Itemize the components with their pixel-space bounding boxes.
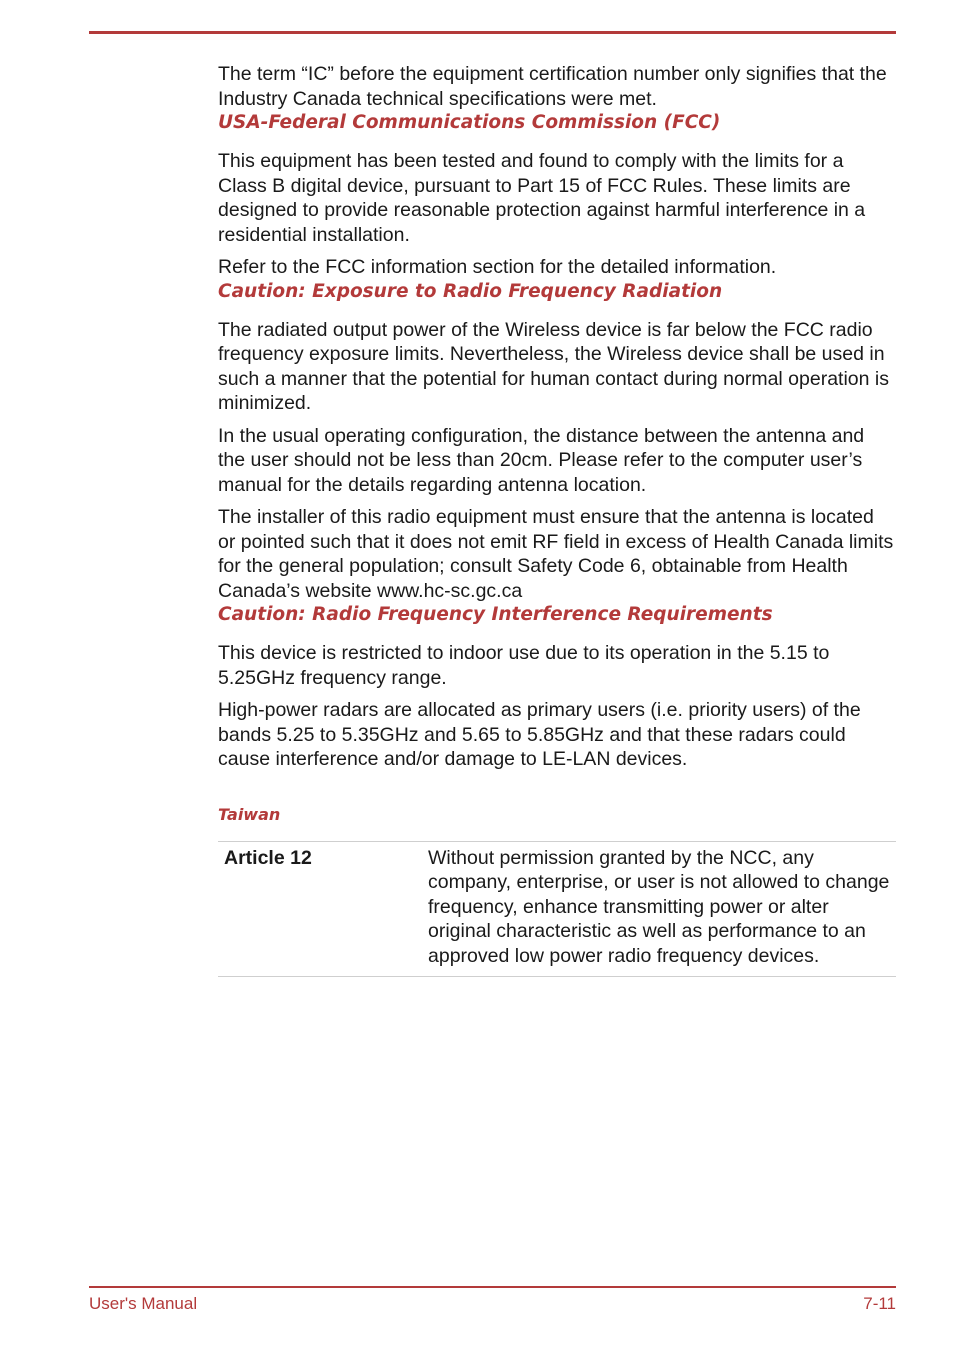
- footer-page-number: 7-11: [863, 1294, 896, 1313]
- interference-heading: Caution: Radio Frequency Interference Requirements: [218, 604, 773, 625]
- article-text: Without permission granted by the NCC, any company, enterprise, or user is not allowed to change frequency, enhance transmitting power or alter original characteristic as well as performance to an approved low power radio frequency devices.: [428, 846, 890, 967]
- exposure-paragraph-1: The radiated output power of the Wireless device is far below the FCC radio frequency exposure limits. Nevertheless, the Wireless device shall be used in such a manner that the potential for human contact during normal operation is minimized.: [218, 318, 889, 414]
- article-label: Article 12: [224, 846, 312, 869]
- exposure-heading: Caution: Exposure to Radio Frequency Radiation: [218, 280, 723, 302]
- exposure-paragraph-3: The installer of this radio equipment must ensure that the antenna is located or pointed such that it does not emit RF field in excess of Health Canada limits for the general population; consult Safety Code 6, obtainable from Health Canada’s website www.hc-sc.gc.ca: [218, 506, 894, 602]
- exposure-body: [218, 318, 896, 604]
- footer-rule: [89, 1286, 896, 1288]
- intro-paragraph: The term “IC” before the equipment certification number only signifies that the Industry Canada technical specifications were met.: [218, 63, 887, 110]
- fcc-heading: USA-Federal Communications Commission (FCC): [218, 112, 721, 133]
- interference-paragraph-2: High-power radars are allocated as primary users (i.e. priority users) of the bands 5.25 to 5.35GHz and 5.65 to 5.85GHz and that these radars could cause interference and/or damage to LE-LAN devices.: [218, 699, 861, 770]
- fcc-paragraph-1: This equipment has been tested and found to comply with the limits for a Class B digital device, pursuant to Part 15 of FCC Rules. These limits are designed to provide reasonable protection against harmful interference in a residential installation.: [218, 150, 866, 246]
- table-row: [218, 841, 896, 977]
- fcc-body: [218, 149, 896, 280]
- exposure-paragraph-2: In the usual operating configuration, the distance between the antenna and the user should not be less than 20cm. Please refer to the computer user’s manual for the details regarding antenna location.: [218, 424, 865, 496]
- footer-manual-title: User's Manual: [89, 1294, 198, 1313]
- header-rule: [89, 31, 896, 34]
- taiwan-heading: Taiwan: [218, 804, 281, 824]
- fcc-paragraph-2: Refer to the FCC information section for the detailed information.: [218, 256, 777, 278]
- interference-paragraph-1: This device is restricted to indoor use due to its operation in the 5.15 to 5.25GHz frequency range.: [218, 642, 830, 689]
- page-content: [218, 62, 896, 977]
- interference-body: [218, 641, 896, 772]
- taiwan-table: [218, 841, 896, 978]
